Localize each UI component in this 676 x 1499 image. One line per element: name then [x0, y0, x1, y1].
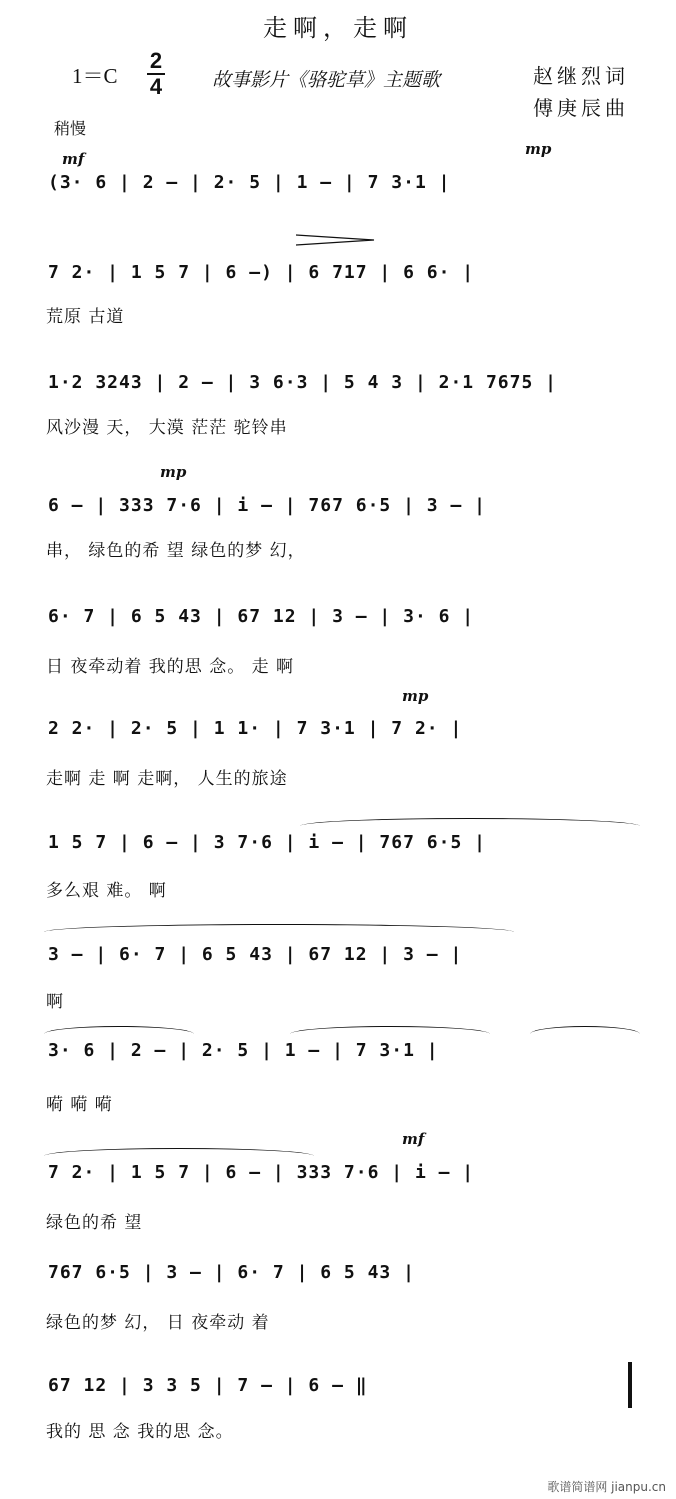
song-title: 走啊，走啊: [263, 14, 413, 42]
dynamic-marking: mp: [402, 687, 429, 705]
song-subtitle: 故事影片《骆驼草》主题歌: [212, 69, 441, 91]
notation-line: 6· 7 | 6 5 43 | 67 12 | 3 — | 3· 6 |: [48, 606, 475, 627]
notation-line: 7 2· | 1 5 7 | 6 —) | 6 717 | 6 6· |: [48, 262, 475, 283]
lyric-line: 荒原 古道: [46, 307, 125, 327]
slur-arc: [290, 1026, 490, 1034]
key-signature: 1＝C: [72, 64, 118, 88]
lyric-line: 多么艰 难。 啊: [46, 881, 167, 901]
slur-arc: [44, 1026, 194, 1034]
lyric-line: 串， 绿色的希 望 绿色的梦 幻，: [46, 541, 306, 561]
lyric-line: 啊: [46, 992, 64, 1012]
lyric-line: 走啊 走 啊 走啊， 人生的旅途: [46, 769, 288, 789]
lyricist-credit: 赵继烈词: [533, 64, 629, 88]
notation-line: 2 2· | 2· 5 | 1 1· | 7 3·1 | 7 2· |: [48, 718, 463, 739]
slur-arc: [44, 924, 514, 932]
lyric-line: 绿色的梦 幻， 日 夜牵动 着: [46, 1313, 270, 1333]
notation-line: 67 12 | 3 3 5 | 7 — | 6 — ‖: [48, 1375, 368, 1396]
slur-arc: [530, 1026, 640, 1034]
dynamic-marking: mp: [525, 140, 552, 158]
tempo-marking: 稍慢: [54, 119, 87, 138]
slur-arc: [300, 818, 640, 826]
notation-line: 767 6·5 | 3 — | 6· 7 | 6 5 43 |: [48, 1262, 415, 1283]
notation-line: 6 — | 333 7·6 | i — | 767 6·5 | 3 — |: [48, 495, 486, 516]
final-barline: [628, 1362, 632, 1408]
notation-line: 7 2· | 1 5 7 | 6 — | 333 7·6 | i — |: [48, 1162, 475, 1183]
composer-credit: 傅庚辰曲: [533, 96, 629, 120]
lyric-line: 日 夜牵动着 我的思 念。 走 啊: [46, 657, 295, 677]
dynamic-marking: mf: [402, 1130, 425, 1148]
lyric-line: 风沙漫 天， 大漠 茫茫 驼铃串: [46, 418, 288, 438]
time-denominator: 4: [149, 74, 163, 99]
notation-line: 1 5 7 | 6 — | 3 7·6 | i — | 767 6·5 |: [48, 832, 486, 853]
decrescendo-hairpin: [296, 232, 376, 248]
site-watermark: 歌谱简谱网 jianpu.cn: [547, 1480, 666, 1494]
notation-line: 1·2 3243 | 2 — | 3 6·3 | 5 4 3 | 2·1 7675 |: [48, 372, 557, 393]
notation-line: (3· 6 | 2 — | 2· 5 | 1 — | 7 3·1 |: [48, 172, 451, 193]
dynamic-marking: mp: [160, 463, 187, 481]
slur-arc: [44, 1148, 314, 1156]
lyric-line: 我的 思 念 我的思 念。: [46, 1422, 234, 1442]
notation-line: 3· 6 | 2 — | 2· 5 | 1 — | 7 3·1 |: [48, 1040, 439, 1061]
notation-line: 3 — | 6· 7 | 6 5 43 | 67 12 | 3 — |: [48, 944, 463, 965]
time-numerator: 2: [149, 48, 163, 73]
lyric-line: 绿色的希 望: [46, 1213, 143, 1233]
dynamic-marking: mf: [62, 150, 85, 168]
lyric-line: 嗬 嗬 嗬: [46, 1095, 113, 1115]
time-signature: [147, 50, 165, 98]
